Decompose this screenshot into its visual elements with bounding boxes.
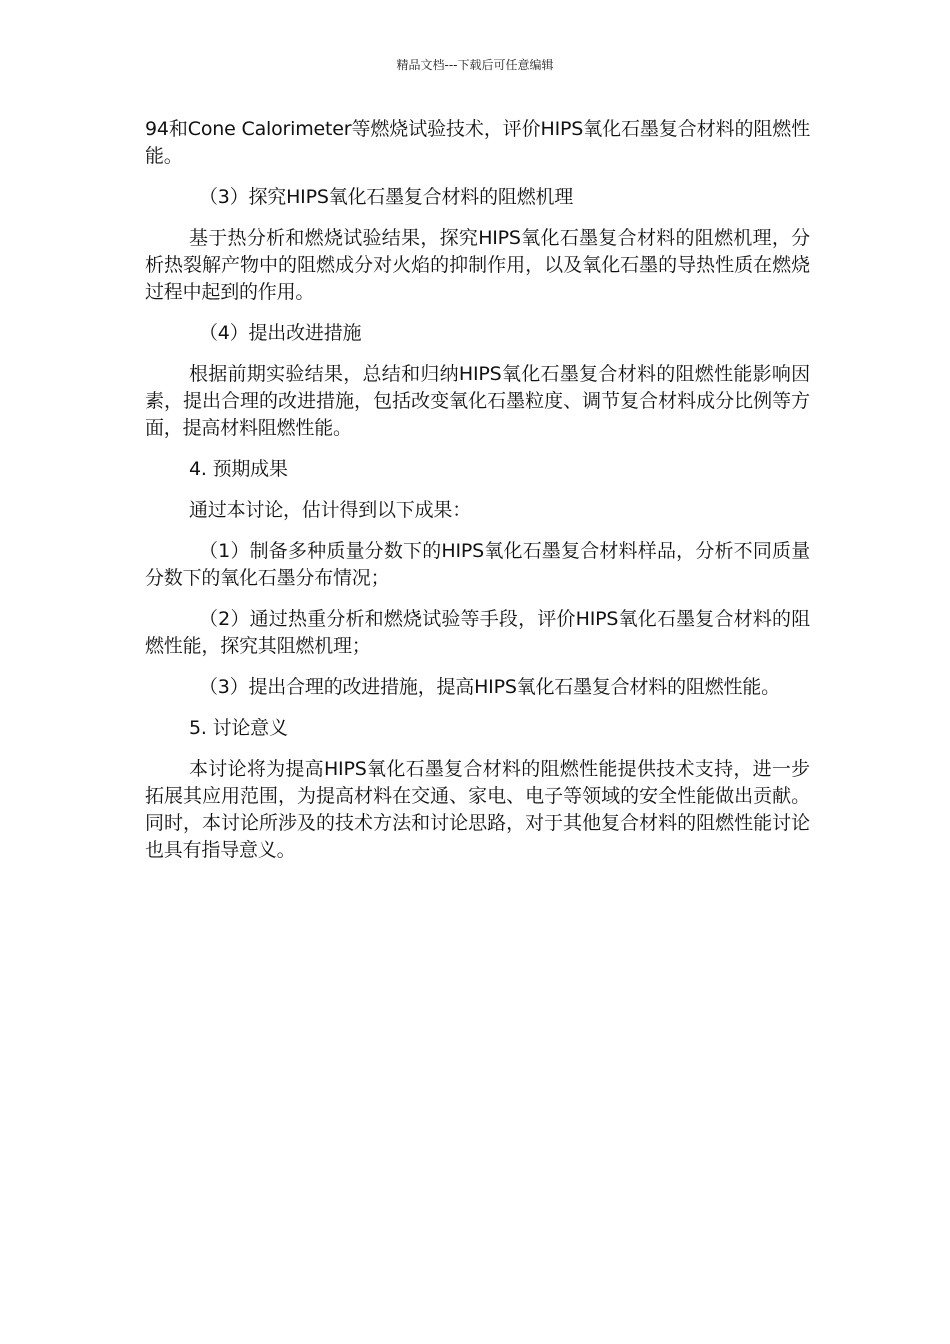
document-body	[145, 116, 810, 878]
list-item-result-1: （1）制备多种质量分数下的HIPS氧化石墨复合材料样品，分析不同质量分数下的氧化石墨分布情况；	[145, 540, 810, 589]
list-item-result-3: （3）提出合理的改进措施，提高HIPS氧化石墨复合材料的阻燃性能。	[199, 676, 780, 698]
list-item-mechanism: （3）探究HIPS氧化石墨复合材料的阻燃机理	[199, 186, 574, 208]
section-heading-expected-results: 4. 预期成果	[189, 458, 288, 480]
paragraph-mechanism: 基于热分析和燃烧试验结果，探究HIPS氧化石墨复合材料的阻燃机理，分析热裂解产物中的阻燃成分对火焰的抑制作用，以及氧化石墨的导热性质在燃烧过程中起到的作用。	[145, 227, 810, 303]
page-header: 精品文档---下载后可任意编辑	[396, 58, 554, 72]
paragraph-significance: 本讨论将为提高HIPS氧化石墨复合材料的阻燃性能提供技术支持，进一步拓展其应用范围，为提高材料在交通、家电、电子等领域的安全性能做出贡献。同时，本讨论所涉及的技术方法和讨论思路，对于其他复合材料的阻燃性能讨论也具有指导意义。	[145, 758, 810, 861]
section-heading-significance: 5. 讨论意义	[189, 717, 288, 739]
paragraph-improvement: 根据前期实验结果，总结和归纳HIPS氧化石墨复合材料的阻燃性能影响因素，提出合理的改进措施，包括改变氧化石墨粒度、调节复合材料成分比例等方面，提高材料阻燃性能。	[145, 363, 810, 439]
paragraph-continuation: 94和Cone Calorimeter等燃烧试验技术，评价HIPS氧化石墨复合材料的阻燃性能。	[145, 118, 810, 167]
list-item-result-2: （2）通过热重分析和燃烧试验等手段，评价HIPS氧化石墨复合材料的阻燃性能，探究其阻燃机理；	[145, 608, 810, 657]
paragraph-results-intro: 通过本讨论，估计得到以下成果：	[189, 499, 472, 521]
list-item-improvement: （4）提出改进措施	[199, 322, 362, 344]
